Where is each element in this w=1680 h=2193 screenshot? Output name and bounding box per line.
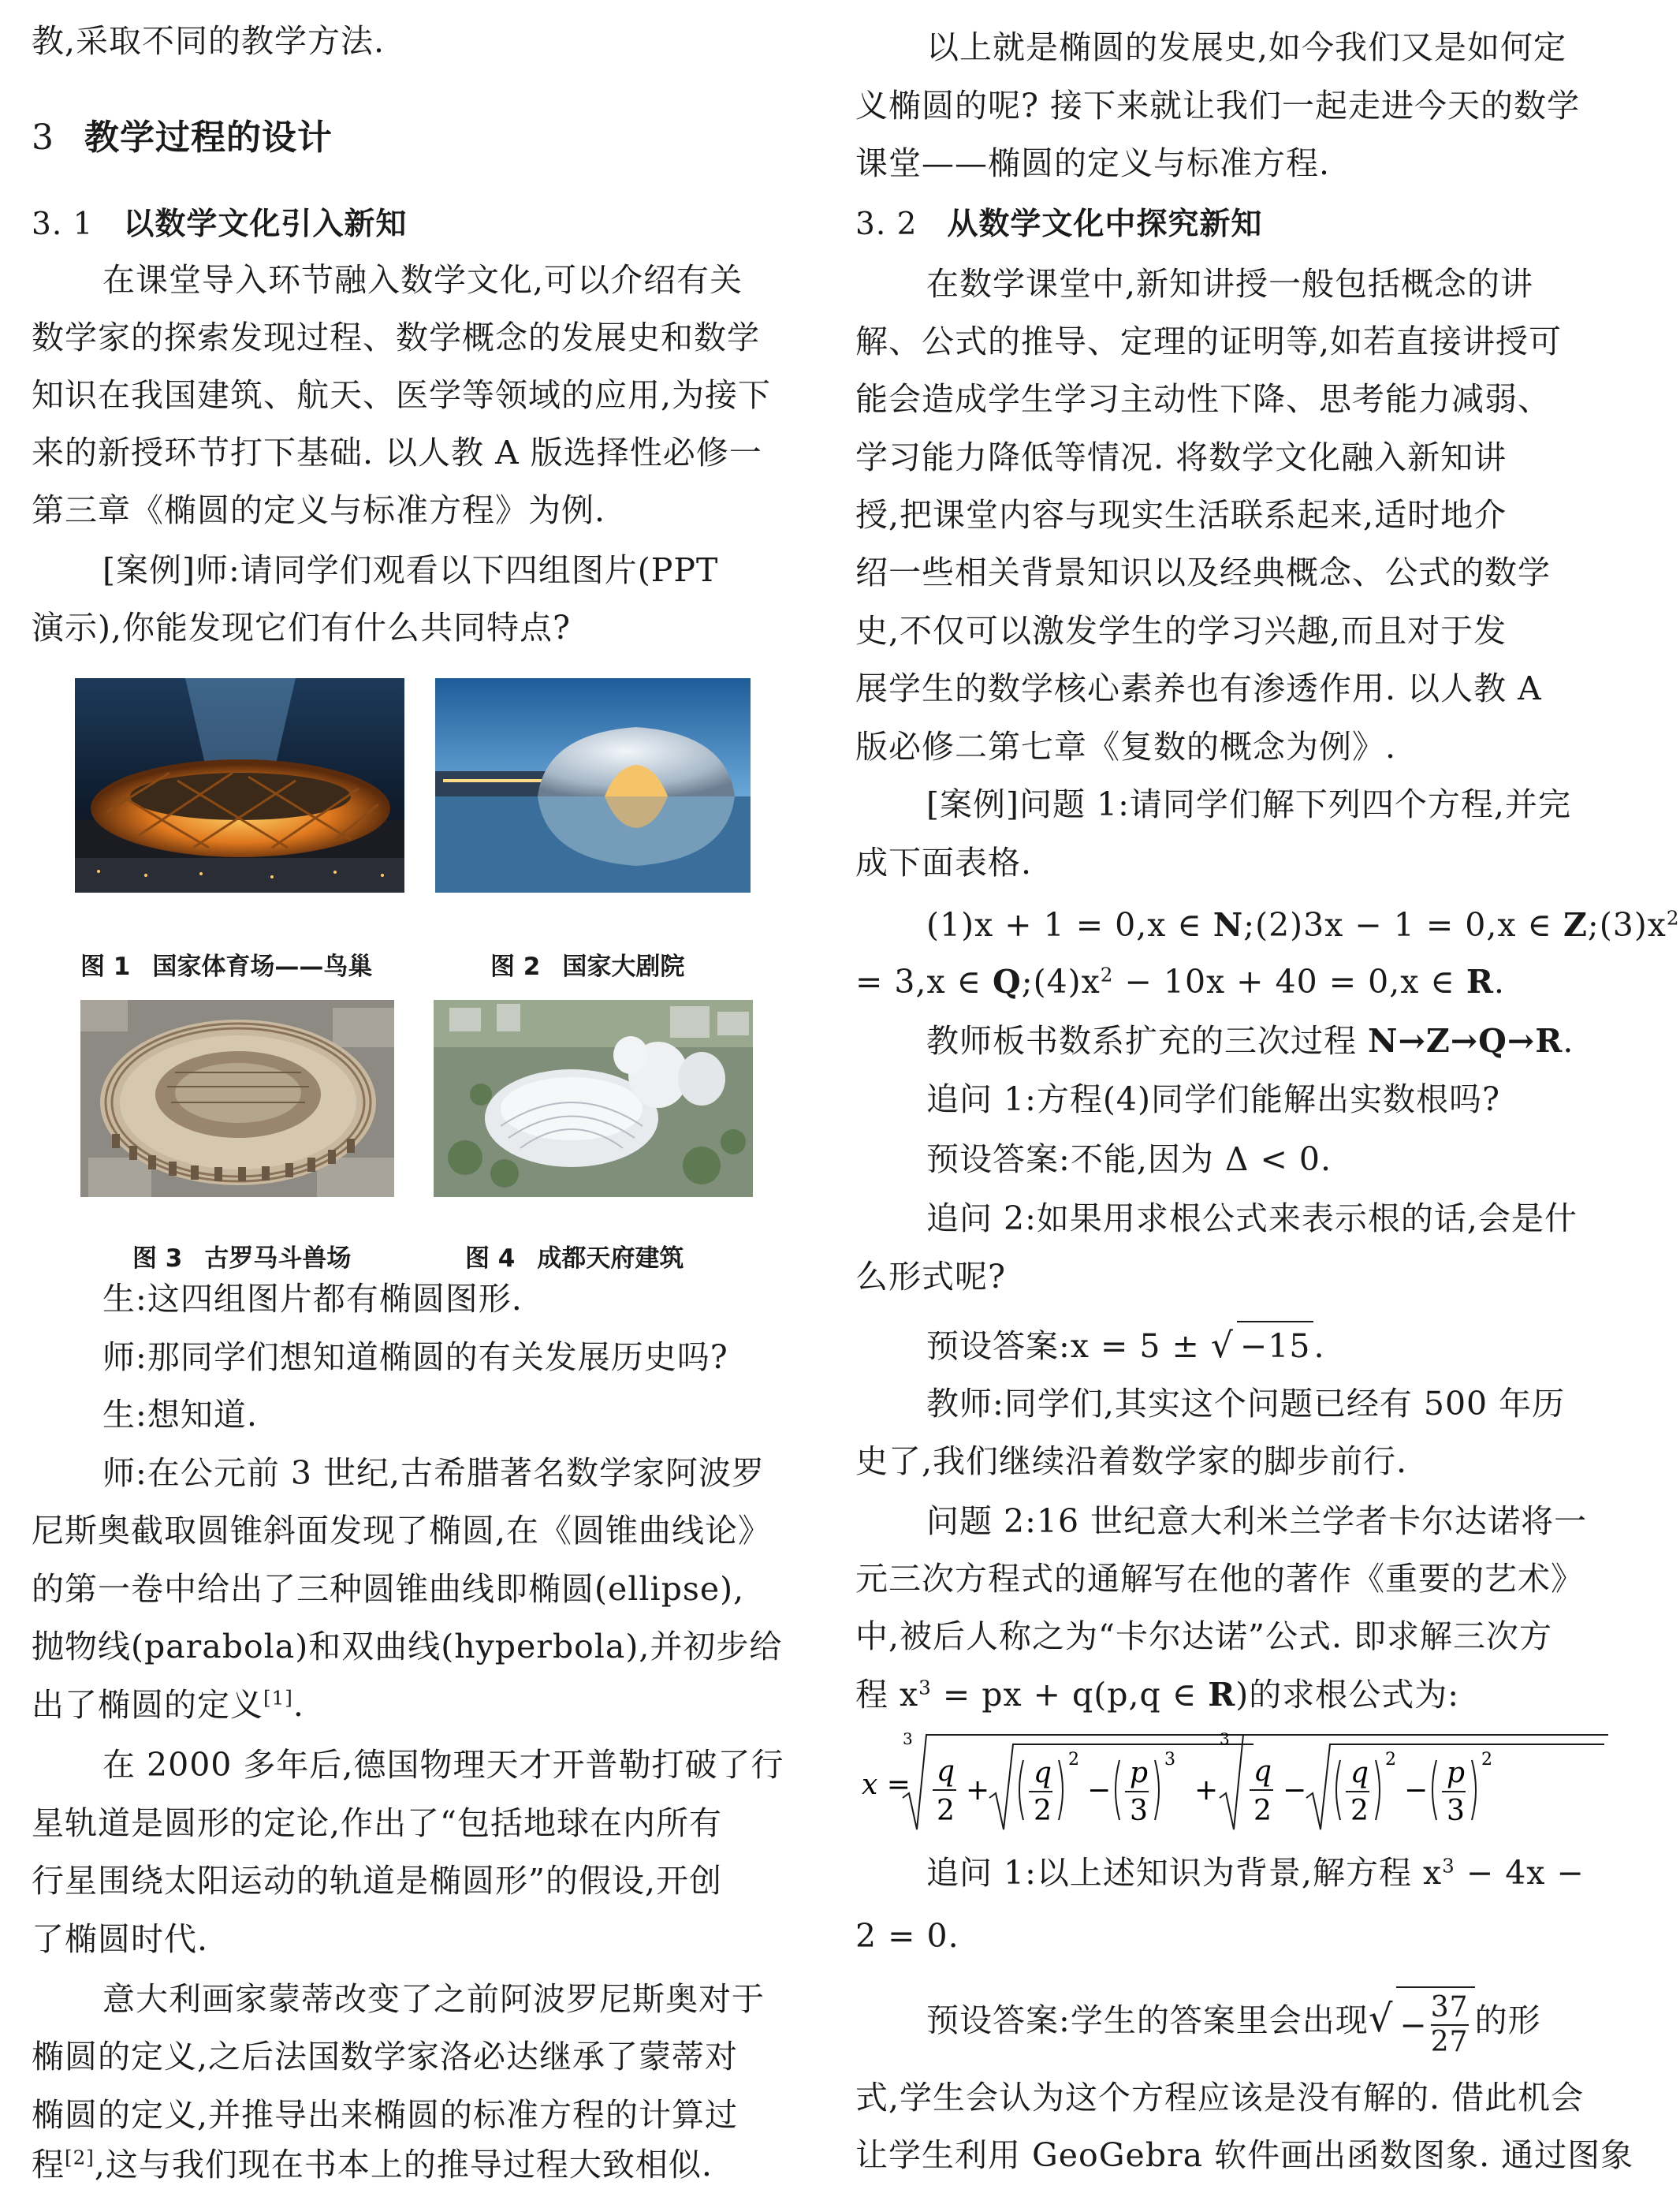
figure-3-colosseum-photo [80,1000,394,1197]
text-line: 师:那同学们想知道椭圆的有关发展历史吗? [102,1338,728,1376]
text-line: 版必修二第七章《复数的概念为例》. [855,728,1397,766]
figure-1-caption: 图 1 国家体育场——鸟巢 [80,953,373,981]
text-line: 意大利画家蒙蒂改变了之前阿波罗尼斯奥对于 [102,1980,765,2018]
text-line: 教师板书数系扩充的三次过程 N→Z→Q→R. [926,1022,1574,1060]
text-line: 让学生利用 GeoGebra 软件画出函数图象. 通过图象 [855,2136,1634,2174]
formula-exponent: 2 [1481,1750,1492,1770]
text-line: 义椭圆的呢? 接下来就让我们一起走进今天的数学 [855,87,1581,125]
formula-term: 3 [1130,1795,1148,1827]
text-line: 史,不仅可以激发学生的学习兴趣,而且对于发 [855,612,1507,650]
text-line: 展学生的数学核心素养也有渗透作用. 以人教 A [855,669,1542,707]
text-line: 学习能力降低等情况. 将数学文化融入新知讲 [855,438,1507,476]
text-line: 成下面表格. [855,844,1033,882]
formula-op: + [966,1774,990,1807]
text-line: 星轨道是圆形的定论,作出了“包括地球在内所有 [32,1804,722,1842]
text-line: [案例]师:请同学们观看以下四组图片(PPT [102,551,719,589]
formula-term: 2 [1034,1795,1052,1827]
equation-line: (1)x + 1 = 0,x ∈ N;(2)3x − 1 = 0,x ∈ $Z;(3)x^2$ [926,906,1680,944]
formula-lhs: x = [862,1769,911,1801]
text-line: 师:在公元前 3 世纪,古希腊著名数学家阿波罗 [102,1454,765,1492]
figure-2-caption: 图 2 国家大剧院 [490,953,685,981]
text-line: 追问 1:以上述知识为背景,解方程 $x^3 - 4x$ − [926,1854,1585,1892]
text-line: 椭圆的定义,之后法国数学家洛必达继承了蒙蒂对 [32,2038,739,2076]
text-line: 绍一些相关背景知识以及经典概念、公式的数学 [855,554,1551,591]
text-line: 教,采取不同的教学方法. [32,22,386,60]
text-line: 在 2000 多年后,德国物理天才开普勒打破了行 [102,1746,784,1784]
formula-op: − [1404,1774,1429,1807]
text-line: 史了,我们继续沿着数学家的脚步前行. [855,1442,1408,1480]
text-line: 抛物线(parabola)和双曲线(hyperbola),并初步给 [32,1628,783,1665]
text-line: 授,把课堂内容与现实生活联系起来,适时地介 [855,496,1507,534]
formula-term: q [937,1755,955,1788]
text-line: 追问 1:方程(4)同学们能解出实数根吗? [926,1080,1500,1118]
text-line: 解、公式的推导、定理的证明等,如若直接讲授可 [855,323,1563,360]
figure-3-caption: 图 3 古罗马斗兽场 [132,1244,352,1273]
text-line: 在数学课堂中,新知讲授一般包括概念的讲 [926,265,1534,303]
text-line: 课堂——椭圆的定义与标准方程. [855,144,1331,182]
citation-ref-2[interactable]: [2] [65,2146,95,2169]
formula-term: 3 [1447,1795,1465,1827]
formula-root-index: 3 [903,1729,913,1748]
section-heading-3: 3 教学过程的设计 [32,117,333,158]
formula-exponent: 2 [1068,1750,1079,1770]
text-line: 元三次方程式的通解写在他的著作《重要的艺术》 [855,1560,1584,1598]
text-line: 式,学生会认为这个方程应该是没有解的. 借此机会 [855,2079,1585,2117]
formula-term: q [1253,1755,1272,1788]
formula-term: p [1130,1757,1149,1789]
text-line: 中,被后人称之为“卡尔达诺”公式. 即求解三次方 [855,1617,1553,1655]
formula-exponent: 2 [1385,1750,1396,1770]
formula-term: 2 [1253,1795,1272,1827]
formula-term: q [1034,1757,1052,1789]
text-line: 第三章《椭圆的定义与标准方程》为例. [32,491,606,529]
formula-term: 2 [937,1795,955,1827]
text-line: 以上就是椭圆的发展史,如今我们又是如何定 [926,28,1567,66]
formula-op: + [1194,1774,1219,1807]
citation-ref-1[interactable]: [1] [263,1686,293,1710]
text-line: 生:想知道. [102,1396,258,1434]
formula-op: − [1087,1774,1112,1807]
text-line: [案例]问题 1:请同学们解下列四个方程,并完 [926,785,1571,823]
text-line: 数学家的探索发现过程、数学概念的发展史和数学 [32,319,760,356]
text-line: 生:这四组图片都有椭圆图形. [102,1280,523,1318]
text-line: 来的新授环节打下基础. 以人教 A 版选择性必修一 [32,434,762,472]
text-line: 了椭圆时代. [32,1920,209,1958]
text-line: 教师:同学们,其实这个问题已经有 500 年历 [926,1385,1566,1423]
text-line: 在课堂导入环节融入数学文化,可以介绍有关 [102,261,743,299]
subsection-heading-3-1: 3. 1 以数学文化引入新知 [32,207,408,242]
formula-op: − [1283,1774,1307,1807]
figure-4-tianfu-building-photo [434,1000,753,1197]
right-column [855,0,1680,2193]
text-line: 行星围绕太阳运动的轨道是椭圆形”的假设,开创 [32,1862,722,1900]
figure-4-caption: 图 4 成都天府建筑 [465,1244,684,1273]
figure-1-birds-nest-photo [75,678,404,893]
formula-term: q [1350,1757,1369,1789]
subsection-heading-3-2: 3. 2 从数学文化中探究新知 [855,207,1263,242]
text-line: 预设答案:学生的答案里会出现√ − $\frac{37}{27}$ 的形 [855,1983,1616,2061]
text-line: 2 = 0. [855,1917,959,1955]
cardano-formula [855,1719,1616,1837]
text-line: 追问 2:如果用求根公式来表示根的话,会是什 [926,1199,1578,1237]
left-column [32,0,820,2193]
text-line: 演示),你能发现它们有什么共同特点? [32,609,572,647]
text-line: 预设答案:不能,因为 Δ < 0. [926,1140,1332,1178]
figure-2-grand-theater-photo [435,678,751,893]
text-line: 么形式呢? [855,1258,1006,1296]
equation-line: = 3,x ∈ $Q;(4)x^2 - 10x + 40 = 0,x$ ∈ R. [855,963,1505,1001]
text-line: 椭圆的定义,并推导出来椭圆的标准方程的计算过 [32,2096,739,2134]
text-line: 出了椭圆的定义[1]. [32,1686,304,1724]
text-line: 程 $x^3$ = px + q(p,q ∈ R)的求根公式为: [855,1676,1460,1714]
formula-root-index: 3 [1220,1729,1230,1748]
text-line: 知识在我国建筑、航天、医学等领域的应用,为接下 [32,376,772,414]
formula-term: p [1447,1757,1466,1789]
text-line: 预设答案:x = 5 ± √ −15. [855,1321,1616,1370]
text-line: 问题 2:16 世纪意大利米兰学者卡尔达诺将一 [926,1502,1588,1540]
formula-term: 2 [1350,1795,1369,1827]
text-line: 程[2],这与我们现在书本上的推导过程大致相似. [32,2146,713,2184]
text-line: 尼斯奥截取圆锥斜面发现了椭圆,在《圆锥曲线论》 [32,1512,772,1550]
text-line: 的第一卷中给出了三种圆锥曲线即椭圆(ellipse), [32,1570,745,1608]
formula-exponent: 3 [1164,1750,1175,1770]
text-line: 能会造成学生学习主动性下降、思考能力减弱、 [855,380,1551,418]
